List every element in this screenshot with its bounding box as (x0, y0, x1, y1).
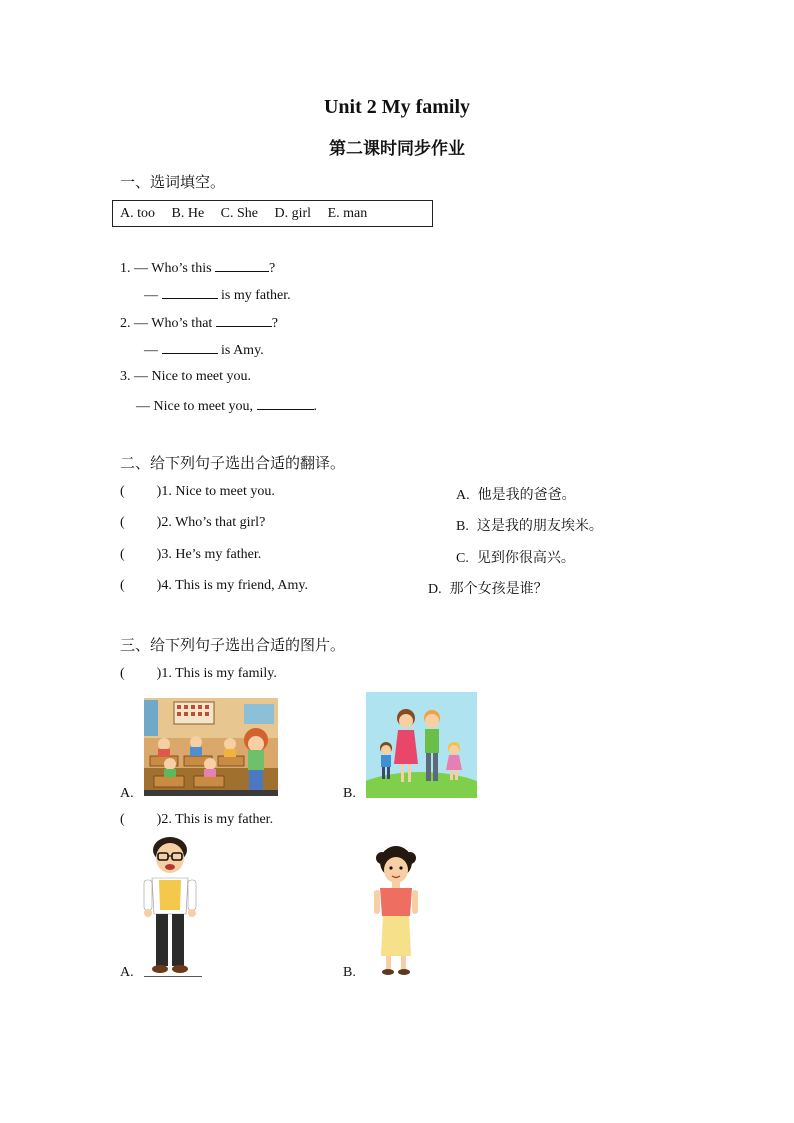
translation-item-4: ( )4. This is my friend, Amy. (120, 578, 308, 593)
translation-option-d: D. 那个女孩是谁？ (428, 581, 548, 597)
image-underline (144, 976, 202, 977)
answer-blank[interactable] (257, 397, 314, 410)
word-bank-box (112, 200, 433, 227)
page-subtitle: 第二课时同步作业 (329, 139, 465, 158)
picture-label-a: A. (120, 786, 134, 801)
woman-image[interactable] (370, 846, 422, 978)
family-image[interactable] (366, 692, 477, 798)
word-option: E. man (327, 206, 368, 221)
answer-blank[interactable] (215, 259, 269, 272)
picture-item-2: ( )2. This is my father. (120, 812, 274, 827)
section-3-heading: 三、给下列句子选出合适的图片。 (120, 638, 346, 654)
translation-item-1: ( )1. Nice to meet you. (120, 484, 275, 499)
picture-item-1: ( )1. This is my family. (120, 666, 277, 681)
translation-item-3: ( )3. He’s my father. (120, 547, 262, 562)
section-2-heading: 二、给下列句子选出合适的翻译。 (120, 456, 346, 472)
fill-item-1-question: 1. — Who’s this ? (120, 261, 276, 276)
translation-item-2: ( )2. Who’s that girl? (120, 515, 266, 530)
translation-option-c: C. 见到你很高兴。 (456, 550, 575, 566)
word-option: D. girl (274, 206, 312, 221)
answer-blank[interactable] (162, 341, 218, 354)
translation-option-a: A. 他是我的爸爸。 (456, 487, 576, 503)
section-1-heading: 一、选词填空。 (120, 175, 226, 191)
man-image[interactable] (140, 836, 200, 976)
picture-label-a: A. (120, 965, 134, 980)
word-option: B. He (171, 206, 205, 221)
picture-label-b: B. (343, 786, 356, 801)
picture-label-b: B. (343, 965, 356, 980)
classroom-image[interactable] (144, 698, 278, 796)
word-option: C. She (220, 206, 259, 221)
answer-blank[interactable] (162, 286, 218, 299)
translation-option-b: B. 这是我的朋友埃米。 (456, 518, 603, 534)
fill-item-2-question: 2. — Who’s that ? (120, 316, 279, 331)
fill-item-3-question: 3. — Nice to meet you. (120, 369, 252, 384)
fill-item-3-answer: — Nice to meet you, . (136, 399, 318, 414)
fill-item-1-answer: — is my father. (144, 288, 291, 303)
page-title: Unit 2 My family (323, 96, 471, 118)
word-option: A. too (120, 206, 155, 221)
fill-item-2-answer: — is Amy. (144, 343, 264, 358)
answer-blank[interactable] (216, 314, 272, 327)
